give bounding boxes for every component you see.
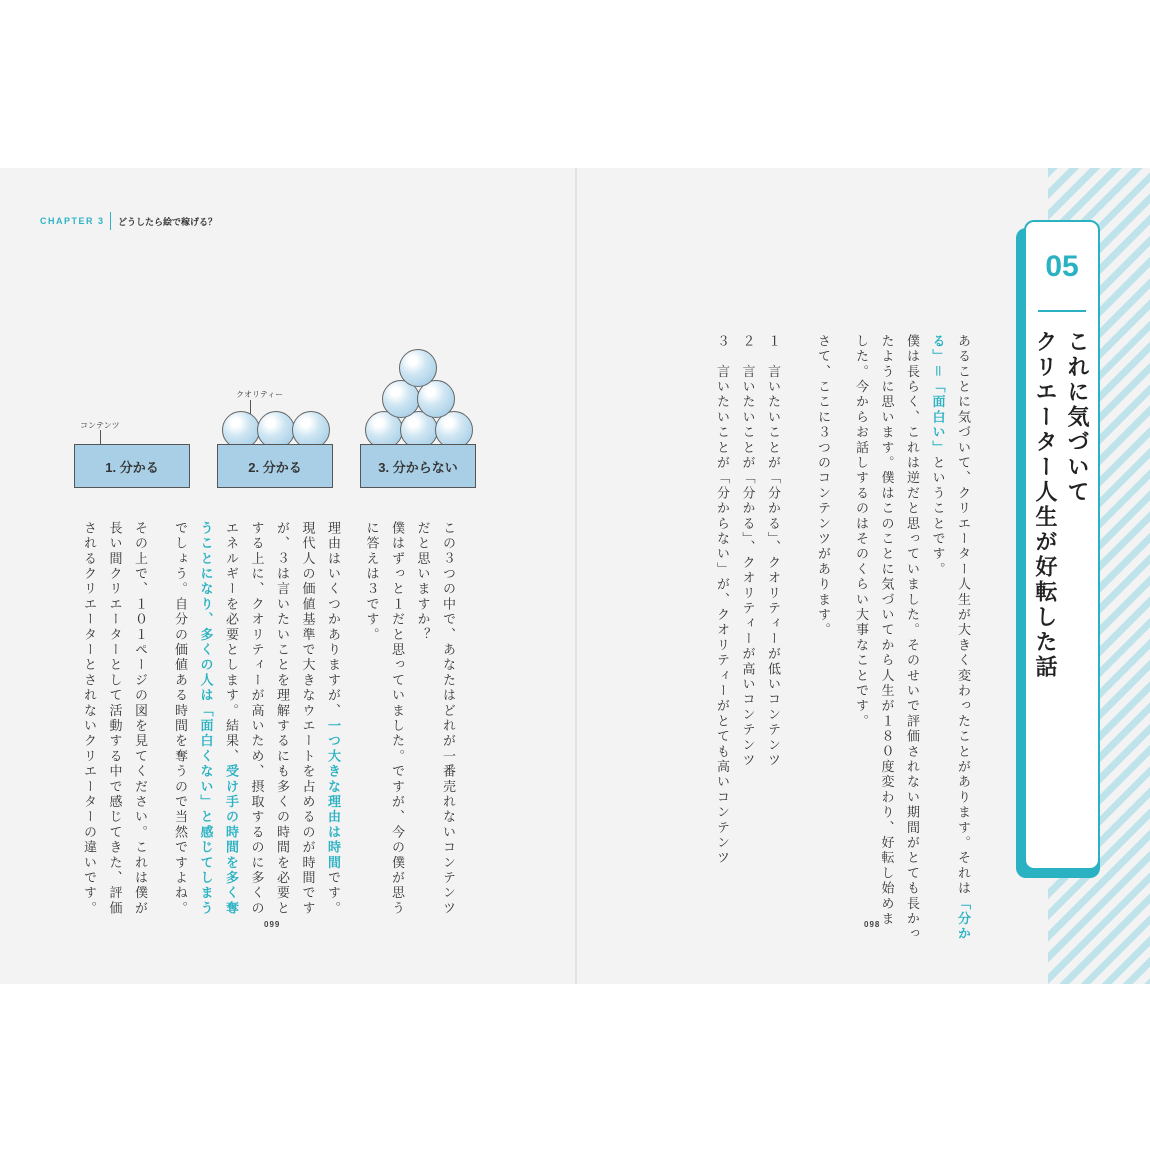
- box-content-1: 1. 分かる: [74, 444, 190, 488]
- highlight-text: 一つ大きな理由は時間: [325, 718, 340, 871]
- book-spread: [0, 168, 1150, 984]
- body-text: ということです。 僕は長らく、これは逆だと思っていました。そのせいで評価されない期間がとても長かっ たように思います。僕はこのことに気づいてから人生が１８０度変わり、好転し始めま した。今からお話しするのはそのくらい大事なことです。: [853, 334, 945, 942]
- box-content-3: 3. 分からない: [360, 444, 476, 488]
- page-number-left: 099: [264, 920, 281, 929]
- leader-line: [100, 430, 101, 444]
- body-text: あることに気づいて、クリエーター人生が大きく変わったことがあります。それは: [955, 334, 970, 897]
- left-paragraph-3: その上で、１０１ページの図を見てください。これは僕が 長い間クリエーターとして活動する中で感じてきた、評価 されるクリエーターとされないクリエーターの違いです。: [81, 521, 147, 917]
- list-item: ３ 言いたいことが「分からない」が、クオリティーがとても高いコンテンツ: [714, 334, 729, 866]
- body-text: でしょう。自分の価値ある時間を奪うので当然ですよね。: [172, 521, 187, 917]
- page-gutter: [575, 168, 577, 984]
- quality-ball: [399, 349, 437, 387]
- content-list: [709, 334, 786, 894]
- section-title: これに気づいて クリエーター人生が好転した話: [1032, 330, 1089, 680]
- highlight-text: 受け手の時間を多く奪 うことになり、多くの人は「面白くない」と感じてしまう: [197, 521, 238, 917]
- section-number: 05: [1045, 250, 1079, 283]
- running-title: どうしたら絵で稼げる？: [118, 218, 218, 228]
- right-paragraph-2: さて、ここに３つのコンテンツがあります。: [815, 334, 830, 638]
- list-item: １ 言いたいことが「分かる」、クオリティーが低いコンテンツ: [765, 334, 780, 769]
- left-paragraph-1: この３つの中で、あなたはどれが一番売れないコンテンツ だと思いますか？ 僕はずっと１だと思っていました。ですが、今の僕が思う に答えは３です。: [363, 521, 455, 917]
- heading-rule: [1038, 310, 1086, 312]
- label-contents: コンテンツ: [80, 421, 120, 430]
- box-content-2: 2. 分かる: [217, 444, 333, 488]
- page-number-right: 098: [864, 920, 881, 929]
- label-quality: クオリティー: [236, 390, 284, 399]
- highlight-text: 「分か る」＝「面白い」: [929, 334, 970, 943]
- left-paragraph-2: [167, 521, 346, 917]
- header-divider: [110, 212, 111, 230]
- list-item: ２ 言いたいことが「分かる」、クオリティーが高いコンテンツ: [739, 334, 755, 769]
- chapter-label: CHAPTER 3: [40, 216, 105, 226]
- body-text: 理由はいくつかありますが、: [325, 521, 340, 719]
- body-text: です。 現代人の価値基準で大きなウエートを占めるのが時間です が、３は言いたいことを理解するにも多くの時間を必要と する上に、クオリティーが高いため、摂取するのに多くの エネルギーを必要とします。結果、: [223, 521, 340, 917]
- section-heading-card: [1024, 220, 1100, 870]
